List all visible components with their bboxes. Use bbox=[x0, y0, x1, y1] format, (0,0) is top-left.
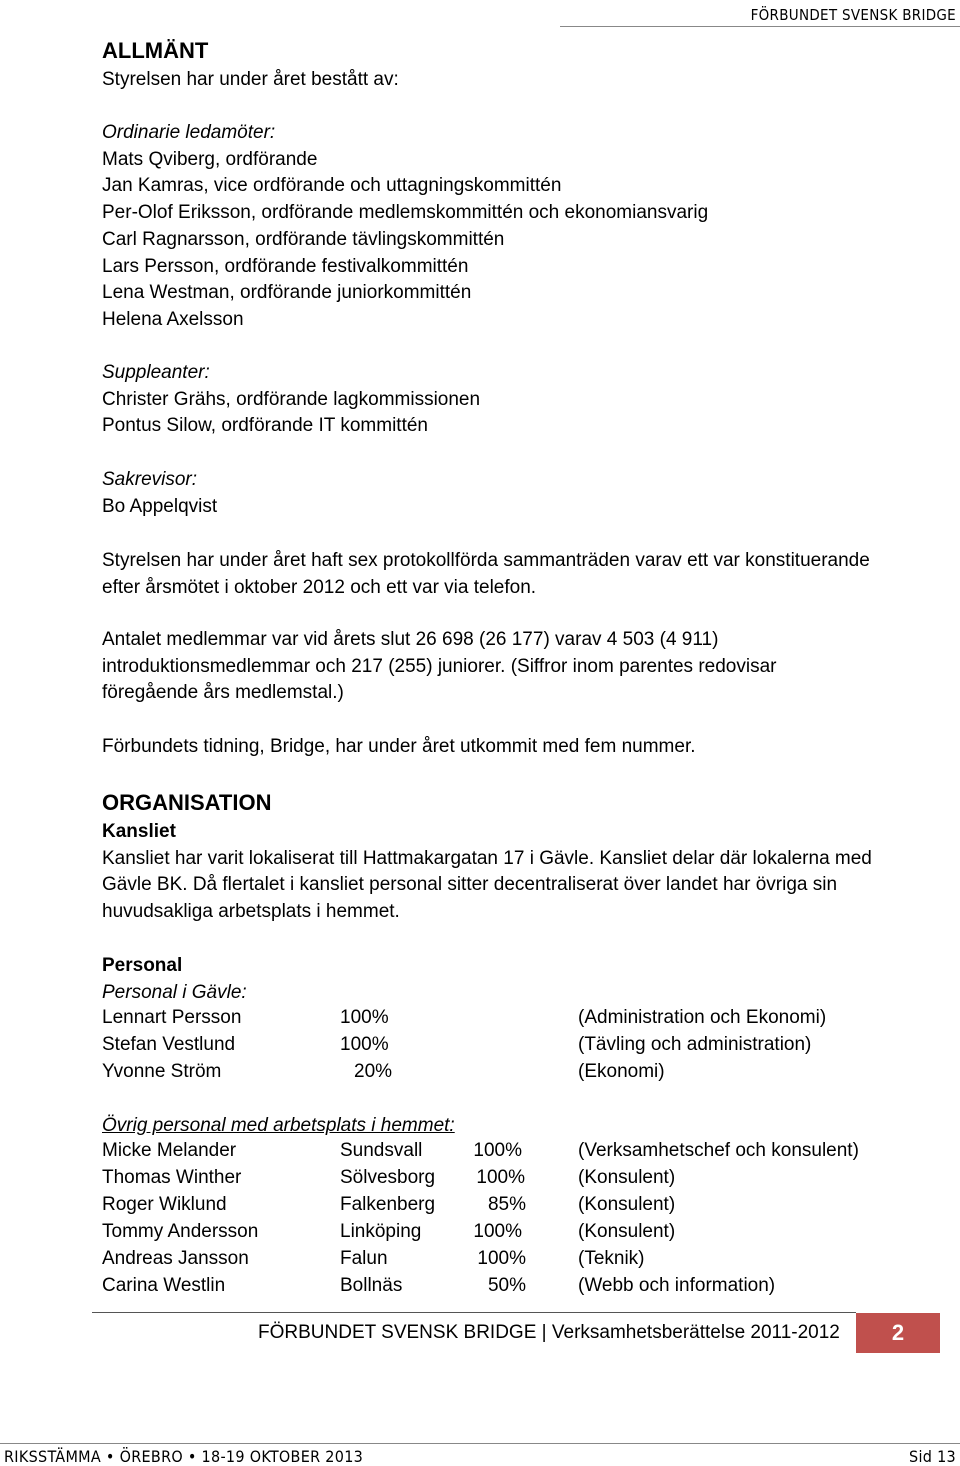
header-org-name: FÖRBUNDET SVENSK BRIDGE bbox=[750, 6, 956, 24]
page-number-badge bbox=[856, 1313, 940, 1353]
staff-role: (Tävling och administration) bbox=[578, 1034, 812, 1055]
staff-percent: 100% bbox=[473, 1221, 522, 1242]
staff-name: Yvonne Ström bbox=[102, 1061, 222, 1082]
section-title-organisation: ORGANISATION bbox=[102, 790, 272, 815]
board-member: Lars Persson, ordförande festivalkommittén bbox=[102, 255, 469, 277]
paragraph-line: Gävle BK. Då flertalet i kansliet personal sitter decentraliserat över landet har övriga sin bbox=[102, 874, 838, 896]
board-member: Lena Westman, ordförande juniorkommittén bbox=[102, 282, 472, 304]
staff-name: Micke Melander bbox=[102, 1140, 237, 1161]
staff-name: Stefan Vestlund bbox=[102, 1034, 236, 1055]
staff-percent: 100% bbox=[476, 1167, 525, 1188]
suppleant: Pontus Silow, ordförande IT kommittén bbox=[102, 415, 428, 437]
ordinarie-label: Ordinarie ledamöter: bbox=[102, 122, 276, 143]
paragraph-line: Förbundets tidning, Bridge, har under året utkommit med fem nummer. bbox=[102, 736, 696, 757]
board-member: Mats Qviberg, ordförande bbox=[102, 148, 318, 170]
footer-report-title: Verksamhetsberättelse 2011-2012 bbox=[551, 1322, 840, 1343]
gavle-staff-label: Personal i Gävle: bbox=[102, 981, 247, 1003]
personal-block bbox=[102, 953, 932, 1006]
paragraph-line: föregående års medlemstal.) bbox=[102, 682, 344, 704]
paragraph-line: huvudsakliga arbetsplats i hemmet. bbox=[102, 901, 400, 923]
home-staff-label: Övrig personal med arbetsplats i hemmet: bbox=[102, 1115, 455, 1136]
staff-role: (Konsulent) bbox=[578, 1194, 676, 1215]
staff-city: Falkenberg bbox=[340, 1194, 436, 1215]
staff-role: (Administration och Ekonomi) bbox=[578, 1007, 827, 1028]
staff-role: (Teknik) bbox=[578, 1248, 645, 1269]
staff-percent: 100% bbox=[477, 1248, 526, 1269]
staff-percent: 100% bbox=[340, 1007, 389, 1028]
staff-name: Roger Wiklund bbox=[102, 1194, 227, 1215]
sakrevisor-label: Sakrevisor: bbox=[102, 469, 198, 490]
paragraph-line: Styrelsen har under året haft sex protokollförda sammanträden varav ett var konstituerande bbox=[102, 550, 870, 571]
staff-role: (Konsulent) bbox=[578, 1221, 676, 1242]
sakrevisor-block bbox=[102, 467, 932, 520]
staff-name: Andreas Jansson bbox=[102, 1248, 249, 1269]
board-intro: Styrelsen har under året bestått av: bbox=[102, 69, 399, 90]
paragraph-line: Antalet medlemmar var vid årets slut 26 698 (26 177) varav 4 503 (4 911) bbox=[102, 629, 719, 650]
staff-name: Thomas Winther bbox=[102, 1167, 242, 1188]
staff-city: Falun bbox=[340, 1248, 388, 1269]
suppleant: Christer Grähs, ordförande lagkommissionen bbox=[102, 388, 481, 410]
staff-percent: 50% bbox=[487, 1275, 526, 1296]
suppleanter-block bbox=[102, 360, 932, 440]
page-footer bbox=[258, 1322, 840, 1344]
board-members-block bbox=[102, 120, 932, 334]
section-title-allmant: ALLMÄNT bbox=[102, 38, 209, 63]
staff-name: Carina Westlin bbox=[102, 1275, 226, 1296]
kansliet-heading: Kansliet bbox=[102, 821, 176, 842]
staff-city: Sundsvall bbox=[340, 1140, 423, 1161]
staff-role: (Ekonomi) bbox=[578, 1061, 665, 1082]
meetings-paragraph bbox=[102, 548, 932, 601]
staff-percent: 20% bbox=[354, 1061, 393, 1082]
staff-role: (Konsulent) bbox=[578, 1167, 676, 1188]
staff-role: (Verksamhetschef och konsulent) bbox=[578, 1140, 859, 1161]
staff-role: (Webb och information) bbox=[578, 1275, 776, 1296]
members-paragraph bbox=[102, 627, 932, 707]
staff-name: Tommy Andersson bbox=[102, 1221, 259, 1242]
footer-org: FÖRBUNDET SVENSK BRIDGE bbox=[258, 1322, 537, 1343]
bottom-bar-left: RIKSSTÄMMA • ÖREBRO • 18-19 OKTOBER 2013 bbox=[4, 1447, 364, 1466]
staff-city: Linköping bbox=[340, 1221, 422, 1242]
board-member: Jan Kamras, vice ordförande och uttagningskommittén bbox=[102, 175, 562, 197]
magazine-paragraph bbox=[102, 734, 932, 761]
footer-rule bbox=[92, 1312, 856, 1313]
sakrevisor-name: Bo Appelqvist bbox=[102, 495, 218, 517]
staff-city: Bollnäs bbox=[340, 1275, 403, 1296]
staff-percent: 85% bbox=[487, 1194, 526, 1215]
staff-percent: 100% bbox=[340, 1034, 389, 1055]
board-member: Per-Olof Eriksson, ordförande medlemskommittén och ekonomiansvarig bbox=[102, 202, 709, 224]
header-rule bbox=[560, 26, 960, 27]
staff-name: Lennart Persson bbox=[102, 1007, 242, 1028]
staff-city: Sölvesborg bbox=[340, 1167, 436, 1188]
paragraph-line: introduktionsmedlemmar och 217 (255) juniorer. (Siffror inom parentes redovisar bbox=[102, 655, 777, 677]
footer-separator: | bbox=[541, 1322, 547, 1343]
bottom-bar-page: Sid 13 bbox=[909, 1447, 956, 1466]
board-member: Helena Axelsson bbox=[102, 308, 244, 330]
page-number: 2 bbox=[891, 1320, 905, 1345]
suppleanter-label: Suppleanter: bbox=[102, 362, 210, 383]
staff-percent: 100% bbox=[473, 1140, 522, 1161]
personal-heading: Personal bbox=[102, 955, 183, 976]
paragraph-line: Kansliet har varit lokaliserat till Hattmakargatan 17 i Gävle. Kansliet delar där lokalerna med bbox=[102, 847, 872, 869]
paragraph-line: efter årsmötet i oktober 2012 och ett var via telefon. bbox=[102, 576, 537, 598]
kansliet-block bbox=[102, 819, 932, 926]
bottom-bar-rule bbox=[0, 1443, 960, 1444]
board-member: Carl Ragnarsson, ordförande tävlingskommittén bbox=[102, 228, 505, 250]
